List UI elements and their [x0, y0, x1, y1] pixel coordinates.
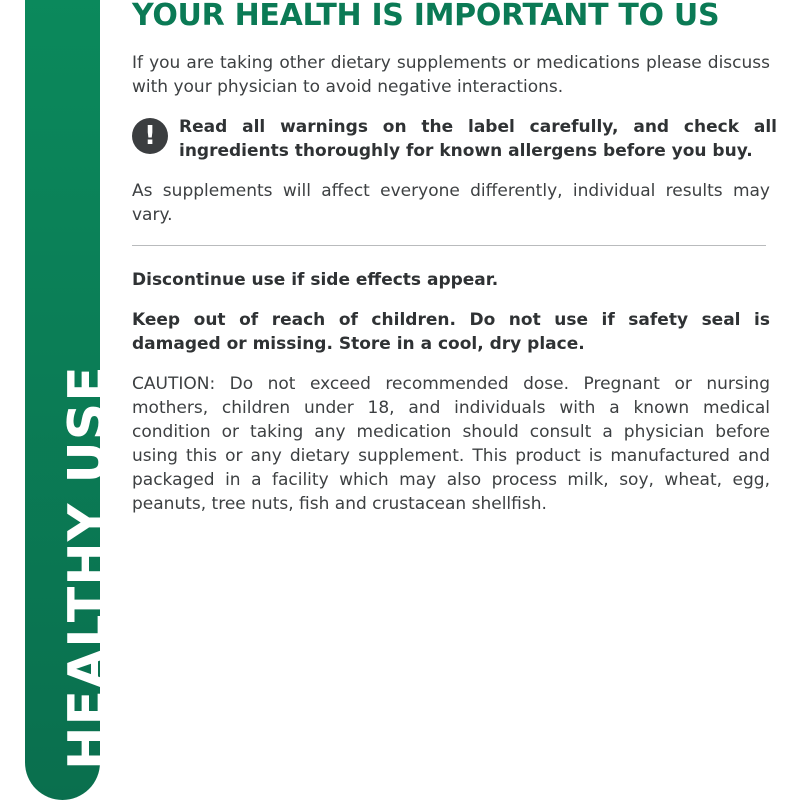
sidebar-label: HEALTHY USE [58, 365, 118, 770]
storage-notice: Keep out of reach of children. Do not use if safety seal is damaged or missing. Store in a cool, dry place. [132, 310, 770, 354]
discontinue-notice: Discontinue use if side effects appear. [132, 270, 499, 290]
results-paragraph: As supplements will affect everyone differently, individual results may vary. [132, 181, 770, 225]
warning-callout [132, 115, 777, 167]
exclamation-icon: ! [132, 118, 168, 154]
warning-text: Read all warnings on the label carefully, and check all ingredients thoroughly for known allergens before you buy. [179, 117, 777, 161]
caution-paragraph: CAUTION: Do not exceed recommended dose. Pregnant or nursing mothers, children under 18, and individuals with a known medical condition or taking any medication should consult a physician before using this or any dietary supplement. This product is manufactured and packaged in a facility which may also process milk, soy, wheat, egg, peanuts, tree nuts, fish and crustacean shellfish. [132, 374, 770, 514]
section-divider [132, 245, 766, 246]
page-title: YOUR HEALTH IS IMPORTANT TO US [132, 0, 720, 33]
intro-paragraph: If you are taking other dietary supplements or medications please discuss with your physician to avoid negative interactions. [132, 53, 770, 97]
